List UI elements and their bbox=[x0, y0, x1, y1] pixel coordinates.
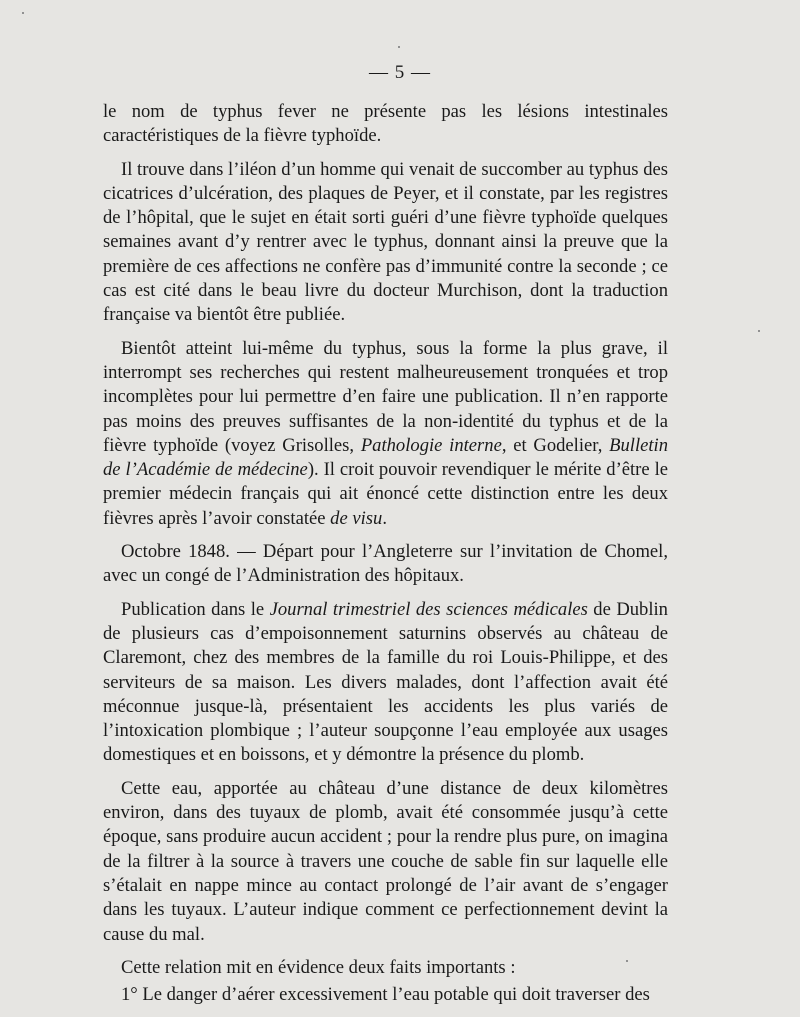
paragraph bbox=[103, 983, 668, 1007]
text-segment: Il trouve dans l’iléon d’un homme qui venait de succomber au typhus des cicatrices d’ulcération, des plaques de Peyer, et il constate, par les registres de l’hôpital, que le sujet en était sorti guéri d’une fièvre typhoïde quelques semaines avant d’y rentrer avec le typhus, donnant ainsi la preuve que la première de ces affections ne confère pas d’immunité contre la seconde ; ce cas est cité dans le beau livre du docteur Murchison, dont la traduction française va bientôt être publiée. bbox=[103, 158, 668, 326]
paper-speck bbox=[758, 330, 760, 332]
paragraph bbox=[103, 956, 668, 980]
text-segment: Cette eau, apportée au château d’une distance de deux kilomètres environ, dans des tuyaux de plomb, avait été consommée jusqu’à cette époque, sans produire aucun accident ; pour la rendre plus pure, on imagina de la filtrer à la source à travers une couche de sable fin sur laquelle elle s’étalait en nappe mince au contact prolongé de l’air avant de s’engager dans les tuyaux. L’auteur indique comment ce perfectionnement devint la cause du mal. bbox=[103, 777, 668, 945]
text-segment: Bientôt atteint lui-même du typhus, sous la forme la plus grave, il interrompt ses recherches qui restent malheureusement tronquées et trop incomplètes pour lui permettre d’en faire une publication. Il n’en rapporte pas moins des preuves suffisantes de la non-identité du typhus et de la fièvre typhoïde (voyez Grisolles, bbox=[103, 337, 668, 456]
paragraph bbox=[103, 158, 668, 328]
paper-speck bbox=[22, 12, 24, 14]
text-segment: Cette relation mit en évidence deux faits importants : bbox=[121, 956, 516, 978]
text-segment: 1° Le danger d’aérer excessivement l’eau potable qui doit traverser des bbox=[121, 984, 650, 1006]
paper-speck bbox=[398, 46, 400, 48]
paper-speck bbox=[626, 960, 628, 962]
italic-text: de visu bbox=[330, 507, 383, 529]
page-number: — 5 — bbox=[369, 62, 431, 83]
text-segment: Publication dans le bbox=[121, 598, 270, 620]
italic-text: Bulletin de l’Académie de médecine bbox=[103, 434, 668, 481]
paragraph bbox=[103, 337, 668, 531]
italic-text: Pathologie interne bbox=[360, 434, 502, 456]
paragraph bbox=[103, 777, 668, 947]
text-segment: ). Il croit pouvoir revendiquer le mérite d’être le premier médecin français qui ait énoncé cette distinction entre les deux fièvres après l’avoir constatée bbox=[103, 459, 668, 529]
text-segment: . bbox=[382, 507, 387, 529]
text-segment: le nom de typhus fever ne présente pas les lésions intestinales caractéristiques de la fièvre typhoïde. bbox=[103, 101, 668, 147]
text-segment: Octobre 1848. — Départ pour l’Angleterre sur l’invitation de Chomel, avec un congé de l’Administration des hôpitaux. bbox=[103, 541, 668, 587]
text-segment: , et Godelier, bbox=[501, 434, 610, 456]
paragraph bbox=[103, 100, 668, 149]
italic-text: Journal trimestriel des sciences médicales bbox=[269, 598, 588, 620]
body-text bbox=[103, 100, 668, 1007]
paragraph bbox=[103, 540, 668, 589]
text-segment: de Dublin de plusieurs cas d’empoisonnement saturnins observés au château de Claremont, chez des membres de la famille du roi Louis-Philippe, et des serviteurs de sa maison. Les divers malades, dont l’affection avait été méconnue jusque-là, présentaient les accidents les plus variés de l’intoxication plombique ; l’auteur soupçonne l’eau employée aux usages domestiques et en boissons, et y démontre la présence du plomb. bbox=[103, 598, 668, 766]
paragraph bbox=[103, 598, 668, 768]
